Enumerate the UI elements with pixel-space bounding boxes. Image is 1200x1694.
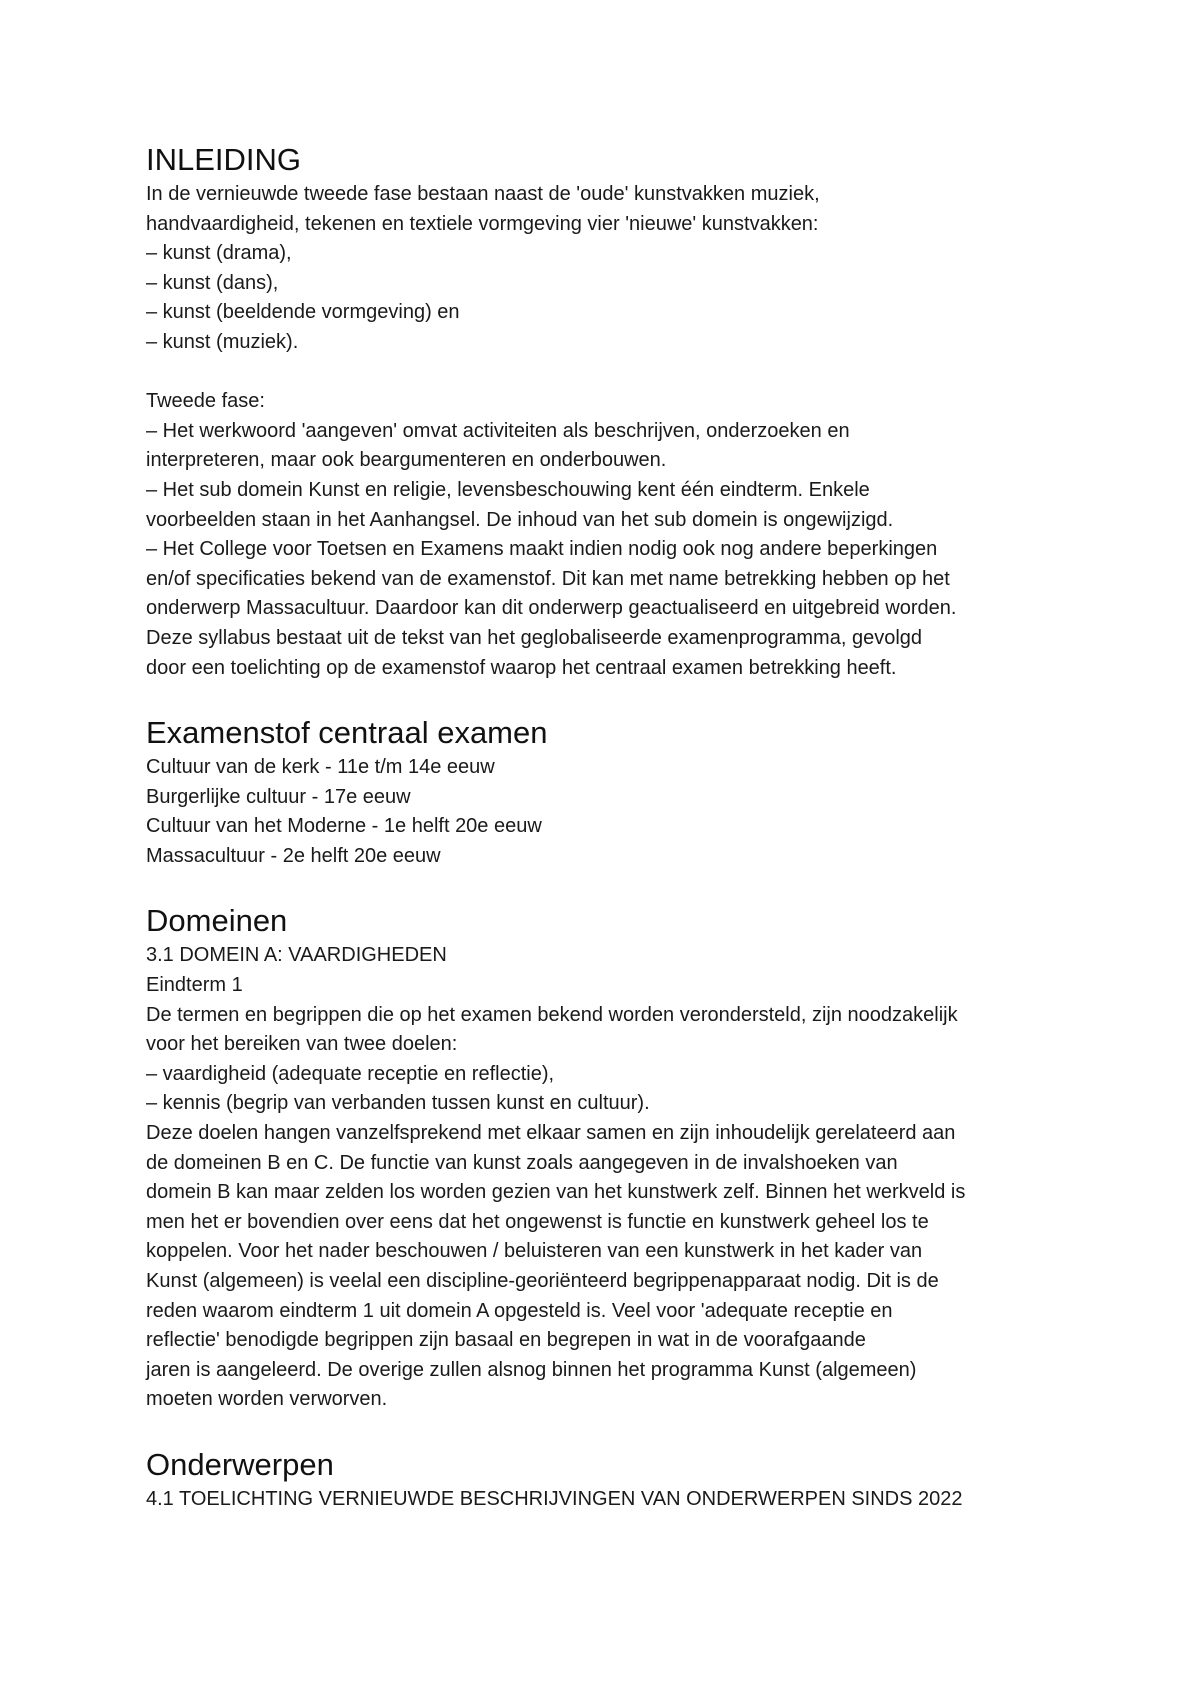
text-line: interpreteren, maar ook beargumenteren en onderbouwen. — [146, 449, 667, 472]
text-line: koppelen. Voor het nader beschouwen / beluisteren van een kunstwerk in het kader van — [146, 1240, 923, 1263]
text-line: – kunst (muziek). — [146, 330, 299, 353]
section-gap — [146, 871, 1076, 901]
text-line: Massacultuur - 2e helft 20e eeuw — [146, 844, 441, 867]
text-line: Cultuur van de kerk - 11e t/m 14e eeuw — [146, 756, 495, 779]
section-heading: Onderwerpen — [146, 1446, 334, 1482]
text-line: – kunst (drama), — [146, 242, 292, 265]
document-content — [146, 140, 1076, 1515]
text-line: jaren is aangeleerd. De overige zullen alsnog binnen het programma Kunst (algemeen) — [146, 1358, 917, 1381]
text-line: – kunst (beeldende vormgeving) en — [146, 301, 460, 324]
section-onderwerpen — [146, 1445, 1076, 1515]
text-line: – kennis (begrip van verbanden tussen kunst en cultuur). — [146, 1092, 650, 1115]
section-domeinen — [146, 901, 1076, 1415]
text-line: Deze doelen hangen vanzelfsprekend met elkaar samen en zijn inhoudelijk gerelateerd aan — [146, 1122, 956, 1145]
text-line: voorbeelden staan in het Aanhangsel. De inhoud van het sub domein is ongewijzigd. — [146, 508, 894, 531]
text-line: Cultuur van het Moderne - 1e helft 20e eeuw — [146, 815, 542, 838]
text-line: 3.1 DOMEIN A: VAARDIGHEDEN — [146, 944, 447, 967]
text-line: de domeinen B en C. De functie van kunst zoals aangegeven in de invalshoeken van — [146, 1151, 898, 1174]
section-gap — [146, 683, 1076, 713]
text-line: Deze syllabus bestaat uit de tekst van het geglobaliseerde examenprogramma, gevolgd — [146, 626, 923, 649]
section-inleiding — [146, 140, 1076, 683]
text-line: men het er bovendien over eens dat het ongewenst is functie en kunstwerk geheel los te — [146, 1210, 929, 1233]
text-line: – Het College voor Toetsen en Examens maakt indien nodig ook nog andere beperkingen — [146, 538, 938, 561]
text-line: De termen en begrippen die op het examen bekend worden verondersteld, zijn noodzakelijk — [146, 1003, 958, 1026]
text-line: moeten worden verworven. — [146, 1388, 388, 1411]
text-line: Tweede fase: — [146, 390, 265, 413]
text-line: voor het bereiken van twee doelen: — [146, 1033, 458, 1056]
text-line: – Het sub domein Kunst en religie, levensbeschouwing kent één eindterm. Enkele — [146, 478, 870, 501]
section-heading: Domeinen — [146, 903, 288, 939]
text-line: en/of specificaties bekend van de examenstof. Dit kan met name betrekking hebben op het — [146, 567, 950, 590]
text-line: In de vernieuwde tweede fase bestaan naast de 'oude' kunstvakken muziek, — [146, 183, 820, 205]
text-line: Kunst (algemeen) is veelal een discipline-georiënteerd begrippenapparaat nodig. Dit is de — [146, 1270, 939, 1292]
section-heading: Examenstof centraal examen — [146, 715, 548, 751]
text-line: reflectie' benodigde begrippen zijn basaal en begrepen in wat in de voorafgaande — [146, 1329, 866, 1352]
text-line: Eindterm 1 — [146, 974, 243, 997]
section-heading: INLEIDING — [146, 142, 302, 177]
text-line: onderwerp Massacultuur. Daardoor kan dit onderwerp geactualiseerd en uitgebreid worden. — [146, 597, 957, 620]
text-line: – kunst (dans), — [146, 271, 279, 294]
text-line: handvaardigheid, tekenen en textiele vormgeving vier 'nieuwe' kunstvakken: — [146, 212, 819, 235]
text-line: Burgerlijke cultuur - 17e eeuw — [146, 785, 411, 808]
blank-line — [146, 358, 1076, 388]
text-line: domein B kan maar zelden los worden gezien van het kunstwerk zelf. Binnen het werkveld is — [146, 1181, 966, 1204]
text-line: reden waarom eindterm 1 uit domein A opgesteld is. Veel voor 'adequate receptie en — [146, 1299, 893, 1322]
text-line: – vaardigheid (adequate receptie en reflectie), — [146, 1062, 555, 1085]
text-line: 4.1 TOELICHTING VERNIEUWDE BESCHRIJVINGEN VAN ONDERWERPEN SINDS 2022 — [146, 1487, 963, 1510]
section-gap — [146, 1415, 1076, 1445]
text-line: door een toelichting op de examenstof waarop het centraal examen betrekking heeft. — [146, 656, 897, 679]
text-line: – Het werkwoord 'aangeven' omvat activiteiten als beschrijven, onderzoeken en — [146, 419, 850, 442]
section-examenstof — [146, 713, 1076, 871]
